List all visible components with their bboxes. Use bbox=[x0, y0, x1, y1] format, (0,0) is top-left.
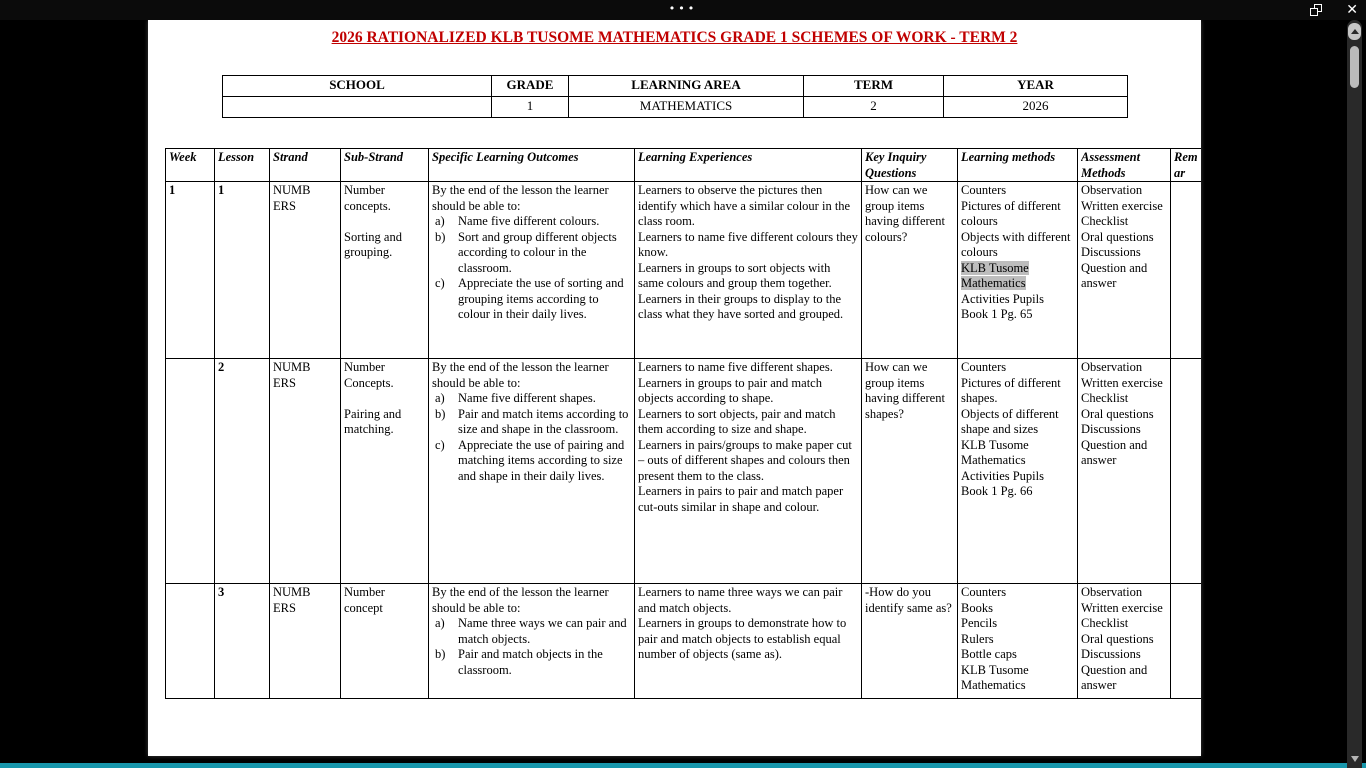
scroll-down-arrow-icon bbox=[1351, 756, 1359, 762]
cell-outcomes: By the end of the lesson the learner should be able to: a) Name five different shapes. b) Pair and match items according to size and shape in the classroom. c) Appreciate the use of pairing and matching items according to size and shape in their daily lives. bbox=[429, 359, 635, 584]
cell-sub-strand: Number Concepts. Pairing and matching. bbox=[341, 359, 429, 584]
info-value-learning-area: MATHEMATICS bbox=[569, 97, 804, 118]
scheme-table bbox=[165, 148, 1201, 699]
scroll-up-arrow-icon bbox=[1351, 29, 1359, 34]
info-header-year: YEAR bbox=[944, 76, 1128, 97]
info-header-row bbox=[223, 76, 1128, 97]
info-table bbox=[222, 75, 1128, 118]
restore-window-icon[interactable] bbox=[1310, 4, 1322, 16]
cell-week bbox=[166, 359, 215, 584]
scheme-header-7: Learning methods bbox=[958, 149, 1078, 182]
scheme-row bbox=[166, 182, 1202, 359]
cell-assessment: Observation Written exercise Checklist Oral questions Discussions Question and answer bbox=[1078, 182, 1171, 359]
scheme-row bbox=[166, 584, 1202, 699]
scroll-up-button[interactable] bbox=[1348, 23, 1361, 40]
cell-remarks bbox=[1171, 584, 1202, 699]
scheme-header-4: Specific Learning Outcomes bbox=[429, 149, 635, 182]
info-header-school: SCHOOL bbox=[223, 76, 492, 97]
scheme-header-1: Lesson bbox=[215, 149, 270, 182]
info-header-learning-area: LEARNING AREA bbox=[569, 76, 804, 97]
scheme-header-0: Week bbox=[166, 149, 215, 182]
cell-week bbox=[166, 584, 215, 699]
cell-remarks bbox=[1171, 359, 1202, 584]
scheme-table-wrap bbox=[165, 148, 1201, 701]
taskbar-accent-bar bbox=[0, 763, 1366, 768]
cell-remarks bbox=[1171, 182, 1202, 359]
cell-inquiry: How can we group items having different colours? bbox=[862, 182, 958, 359]
scheme-row bbox=[166, 359, 1202, 584]
cell-strand: NUMB ERS bbox=[270, 182, 341, 359]
scheme-header-6: Key Inquiry Questions bbox=[862, 149, 958, 182]
info-value-term: 2 bbox=[804, 97, 944, 118]
cell-experiences: Learners to name five different shapes. Learners in groups to pair and match objects according to shape. Learners to sort objects, pair and match them according to size and shape. Learners in pairs/groups to make paper cut – outs of different shapes and colours then present them to the class. Learners in pairs to pair and match paper cut-outs similar in shape and colour. bbox=[635, 359, 862, 584]
info-header-term: TERM bbox=[804, 76, 944, 97]
restore-square-front bbox=[1310, 8, 1318, 16]
cell-experiences: Learners to name three ways we can pair and match objects. Learners in groups to demonstrate how to pair and match objects to establish equal number of objects (same as). bbox=[635, 584, 862, 699]
vertical-scrollbar[interactable] bbox=[1347, 20, 1362, 768]
cell-lesson: 1 bbox=[215, 182, 270, 359]
cell-methods: Counters Pictures of different shapes. Objects of different shape and sizes KLB Tusome Mathematics Activities Pupils Book 1 Pg. 66 bbox=[958, 359, 1078, 584]
cell-lesson: 2 bbox=[215, 359, 270, 584]
scrollbar-thumb[interactable] bbox=[1350, 46, 1359, 88]
cell-assessment: Observation Written exercise Checklist Oral questions Discussions Question and answer bbox=[1078, 359, 1171, 584]
info-value-row bbox=[223, 97, 1128, 118]
cell-sub-strand: Number concepts. Sorting and grouping. bbox=[341, 182, 429, 359]
cell-strand: NUMB ERS bbox=[270, 359, 341, 584]
cell-methods: Counters Pictures of different colours Objects with different colours KLB Tusome Mathematics Activities Pupils Book 1 Pg. 65 bbox=[958, 182, 1078, 359]
scroll-down-button[interactable] bbox=[1349, 753, 1360, 765]
document-title: 2026 RATIONALIZED KLB TUSOME MATHEMATICS GRADE 1 SCHEMES OF WORK - TERM 2 bbox=[331, 29, 1018, 46]
info-value-grade: 1 bbox=[492, 97, 569, 118]
info-value-year: 2026 bbox=[944, 97, 1128, 118]
cell-assessment: Observation Written exercise Checklist Oral questions Discussions Question and answer bbox=[1078, 584, 1171, 699]
close-icon[interactable]: ✕ bbox=[1346, 2, 1358, 18]
cell-outcomes: By the end of the lesson the learner should be able to: a) Name five different colours. b) Sort and group different objects according to colour in the classroom. c) Appreciate the use of sorting and grouping items according to colour in their daily lives. bbox=[429, 182, 635, 359]
cell-strand: NUMB ERS bbox=[270, 584, 341, 699]
cell-experiences: Learners to observe the pictures then identify which have a similar colour in the class room. Learners to name five different colours they know. Learners in groups to sort objects with same colours and group them together. Learners in their groups to display to the class what they have sorted and grouped. bbox=[635, 182, 862, 359]
cell-inquiry: How can we group items having different shapes? bbox=[862, 359, 958, 584]
scheme-header-5: Learning Experiences bbox=[635, 149, 862, 182]
scheme-header-8: Assessment Methods bbox=[1078, 149, 1171, 182]
document-page bbox=[148, 20, 1201, 756]
cell-week: 1 bbox=[166, 182, 215, 359]
cell-sub-strand: Number concept bbox=[341, 584, 429, 699]
scheme-header-2: Strand bbox=[270, 149, 341, 182]
scheme-header-row bbox=[166, 149, 1202, 182]
cell-inquiry: -How do you identify same as? bbox=[862, 584, 958, 699]
cell-outcomes: By the end of the lesson the learner should be able to: a) Name three ways we can pair and match objects. b) Pair and match objects in the classroom. bbox=[429, 584, 635, 699]
window-menu-dots-icon[interactable]: ••• bbox=[668, 2, 698, 15]
info-value-school bbox=[223, 97, 492, 118]
scheme-header-3: Sub-Strand bbox=[341, 149, 429, 182]
titlebar bbox=[0, 0, 1366, 20]
scheme-header-remarks: Rem ar bbox=[1171, 149, 1202, 182]
cell-methods: Counters Books Pencils Rulers Bottle caps KLB Tusome Mathematics bbox=[958, 584, 1078, 699]
cell-lesson: 3 bbox=[215, 584, 270, 699]
info-header-grade: GRADE bbox=[492, 76, 569, 97]
